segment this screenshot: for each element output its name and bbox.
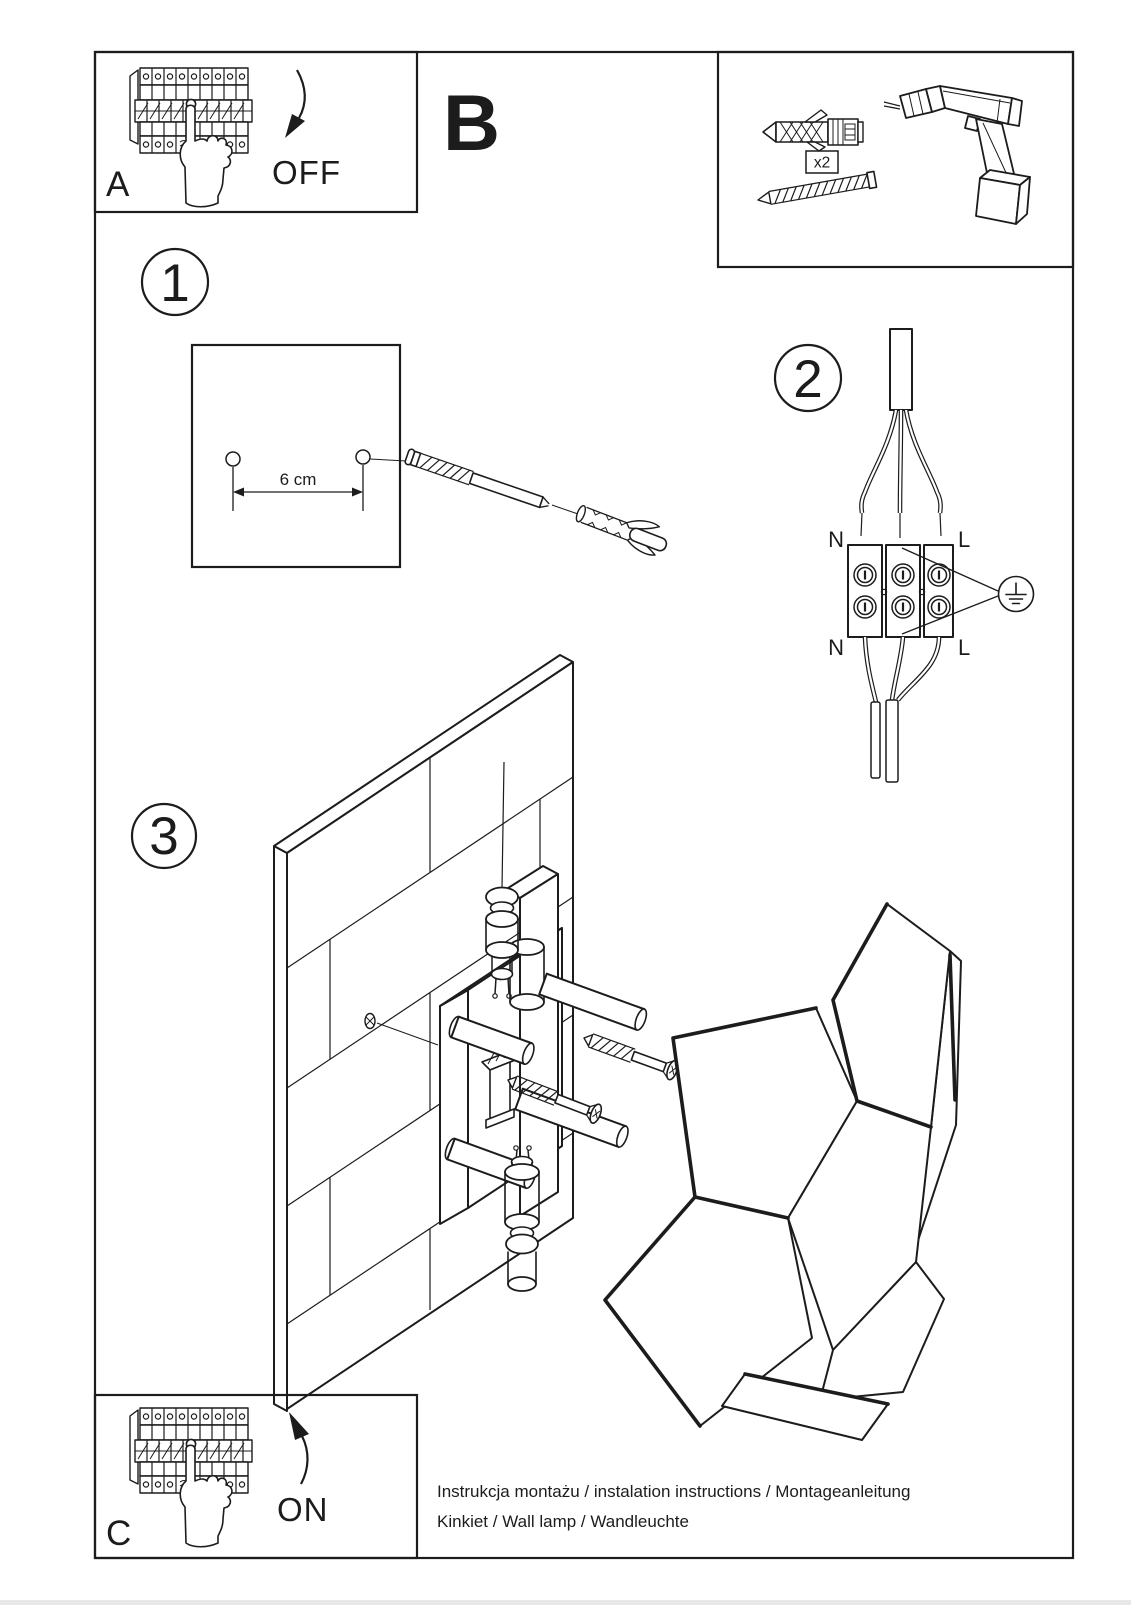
- step-2: [775, 329, 1034, 782]
- section-b-label: B: [443, 78, 501, 167]
- step-1: [142, 249, 672, 567]
- label-n-bottom: N: [828, 635, 844, 660]
- arrow-up-head: [289, 1412, 309, 1440]
- lamp-wires-out: [865, 637, 939, 782]
- screw-icon: [757, 171, 877, 207]
- drill-hole-left: [226, 452, 240, 466]
- footer-text-line2: Kinkiet / Wall lamp / Wandleuchte: [437, 1512, 689, 1531]
- lead-line-2: [552, 505, 578, 514]
- step-2-number: 2: [793, 350, 823, 409]
- label-n-top: N: [828, 527, 844, 552]
- panel-a-label: A: [106, 165, 130, 204]
- wall-drawing: [192, 345, 400, 567]
- label-l-bottom: L: [958, 635, 971, 660]
- panel-c: [95, 1395, 417, 1558]
- mounting-screw-a: [581, 1029, 680, 1081]
- step-3-number: 3: [149, 807, 179, 866]
- power-cable: [890, 329, 912, 410]
- bottom-socket-drawing: [505, 1146, 539, 1291]
- step-3: [132, 655, 961, 1440]
- earth-symbol: [999, 577, 1034, 612]
- footer-text-line1: Instrukcja montażu / instalation instructions / Montageanleitung: [437, 1482, 911, 1501]
- lamp-shade-drawing: [605, 904, 961, 1440]
- drill-icon: [884, 86, 1030, 224]
- label-l-top: L: [958, 527, 971, 552]
- screw-drawing: [404, 448, 551, 512]
- wall-plug-drawing: [573, 496, 672, 559]
- arrow-down-icon: [297, 70, 305, 118]
- terminal-block: [848, 545, 953, 637]
- dimension-label: 6 cm: [279, 470, 317, 489]
- panel-a: [95, 52, 417, 212]
- cable-wires: [861, 410, 941, 538]
- on-label: ON: [277, 1491, 329, 1528]
- drill-hole-right: [356, 450, 370, 464]
- quantity-label: x2: [813, 154, 831, 172]
- parts-box: [718, 52, 1073, 267]
- arrow-up-icon: [301, 1436, 308, 1484]
- panel-c-label: C: [106, 1514, 132, 1553]
- step-1-number: 1: [160, 254, 190, 313]
- wall-plug-icon: [763, 110, 863, 151]
- arrow-down-head: [285, 114, 305, 138]
- off-label: OFF: [272, 154, 341, 191]
